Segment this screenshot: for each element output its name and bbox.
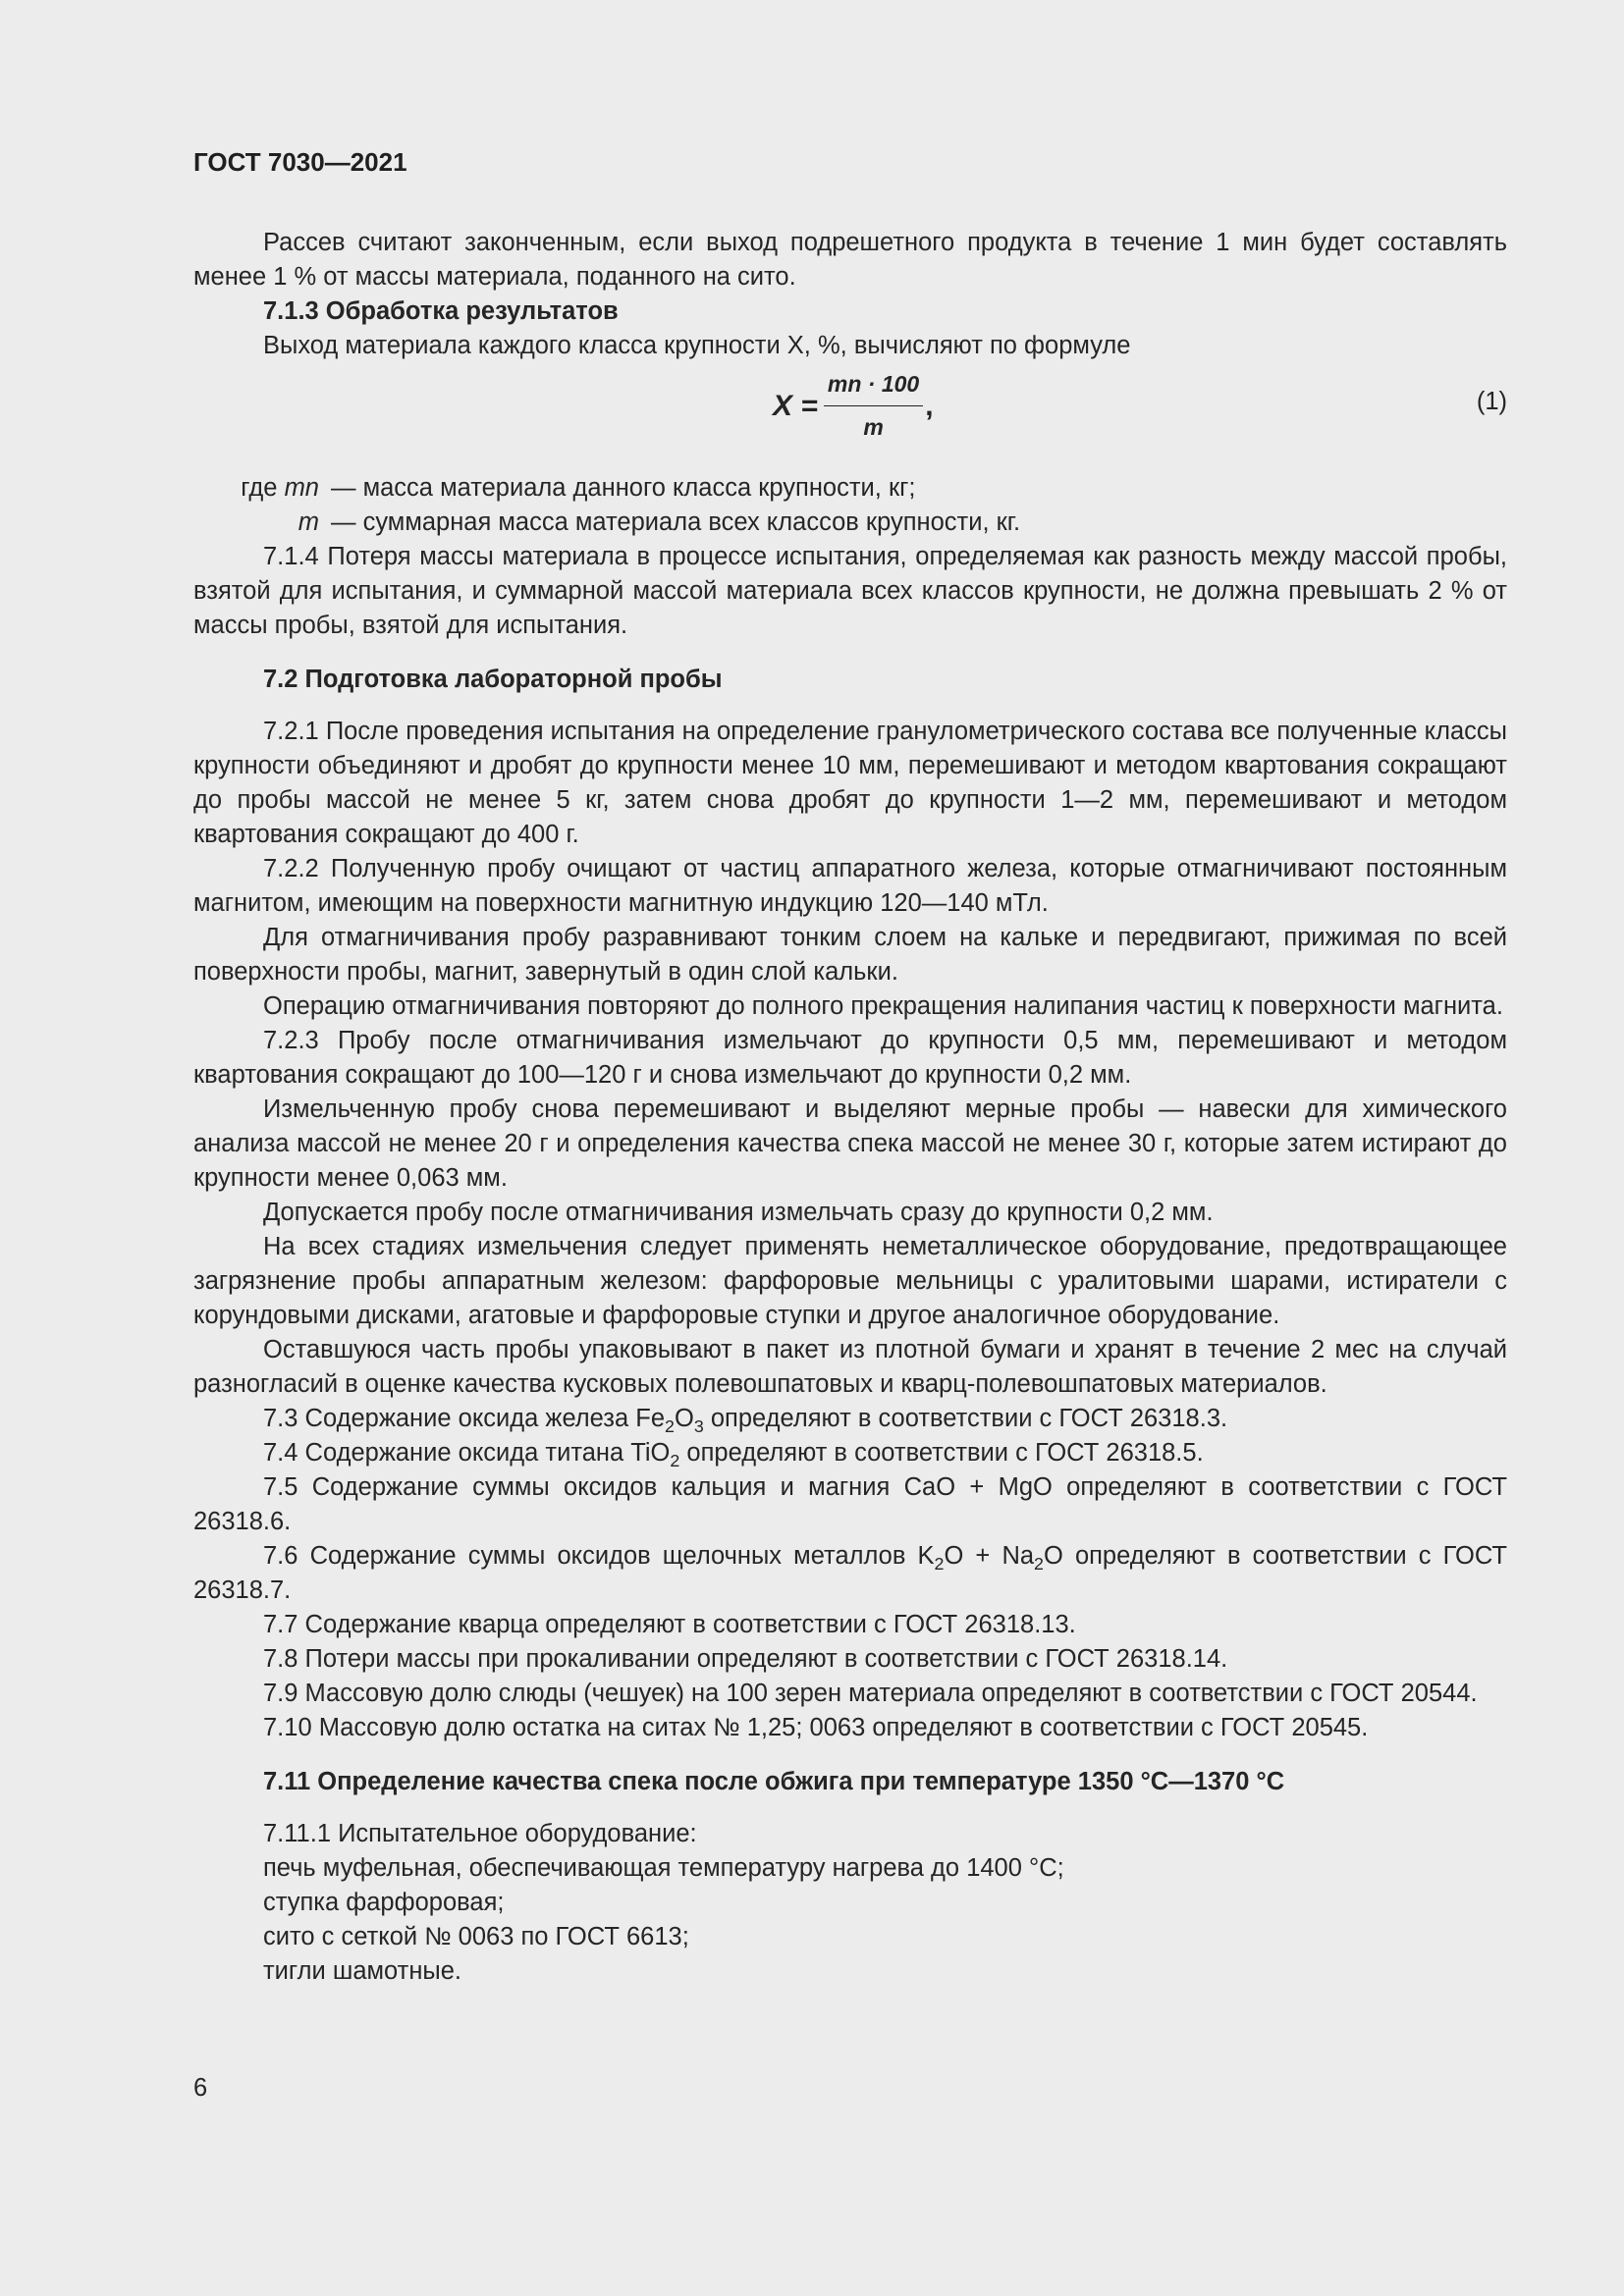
legend-description: — масса материала данного класса крупности, кг; (331, 474, 916, 502)
paragraph: На всех стадиях измельчения следует применять неметаллическое оборудование, предотвращающее загрязнение пробы аппаратным железом: фарфоровые мельницы с уралитовыми шарами, истиратели с корундовыми дисками, агатовые и фарфоровые ступки и другое аналогичное оборудование. (193, 1233, 1507, 1329)
formula-denominator: m (863, 414, 884, 440)
formula-numerator: mn · 100 (824, 367, 923, 406)
list-item: сито с сеткой № 0063 по ГОСТ 6613; (263, 1923, 689, 1950)
equipment-list (193, 1817, 1507, 1989)
paragraph-7-7: 7.7 Содержание кварца определяют в соответствии с ГОСТ 26318.13. (263, 1611, 1076, 1638)
list-item: печь муфельная, обеспечивающая температуру нагрева до 1400 °С; (263, 1854, 1064, 1882)
list-item: ступка фарфоровая; (263, 1889, 505, 1916)
page-number: 6 (193, 2074, 208, 2102)
legend-description: — суммарная масса материала всех классов крупности, кг. (331, 508, 1021, 536)
paragraph-7-8: 7.8 Потери массы при прокаливании определяют в соответствии с ГОСТ 26318.14. (263, 1645, 1228, 1673)
legend-row (193, 471, 1507, 506)
formula-lhs: X = (773, 390, 818, 422)
paragraph-7-6: 7.6 Содержание суммы оксидов щелочных металлов $K_2O + Na_2O$ определяют в соответствии с ГОСТ 26318.7. (193, 1542, 1507, 1604)
section-heading-7-11: 7.11 Определение качества спека после обжига при температуре 1350 °С—1370 °С (263, 1768, 1285, 1795)
legend-symbol: где mn (241, 474, 319, 502)
paragraph: Для отмагничивания пробу разравнивают тонким слоем на кальке и передвигают, прижимая по всей поверхности пробы, магнит, завернутый в один слой кальки. (193, 924, 1507, 986)
legend-row (193, 506, 1507, 540)
paragraph: Выход материала каждого класса крупности X, %, вычисляют по формуле (263, 332, 1131, 359)
section-heading-7-2: 7.2 Подготовка лабораторной пробы (263, 666, 723, 693)
paragraph: 7.2.1 После проведения испытания на определение гранулометрического состава все полученные классы крупности объединяют и дробят до крупности менее 10 мм, перемешивают и методом квартования сокращают до пробы массой не менее 5 кг, затем снова дробят до крупности 1—2 мм, перемешивают и методом квартования сокращают до 400 г. (193, 718, 1507, 848)
paragraph: 7.2.2 Полученную пробу очищают от частиц аппаратного железа, которые отмагничивают постоянным магнитом, имеющим на поверхности магнитную индукцию 120—140 мТл. (193, 855, 1507, 917)
list-item: тигли шамотные. (263, 1957, 462, 1985)
formula-block (193, 367, 1507, 446)
paragraph-7-5: 7.5 Содержание суммы оксидов кальция и магния CaO + MgO определяют в соответствии с ГОСТ 26318.6. (193, 1473, 1507, 1535)
paragraph: Операцию отмагничивания повторяют до полного прекращения налипания частиц к поверхности магнита. (263, 992, 1503, 1020)
formula-number: (1) (1476, 388, 1507, 415)
paragraph: Рассев считают законченным, если выход подрешетного продукта в течение 1 мин будет составлять менее 1 % от массы материала, поданного на сито. (193, 229, 1507, 291)
paragraph: 7.2.3 Пробу после отмагничивания измельчают до крупности 0,5 мм, перемешивают и методом квартования сокращают до 100—120 г и снова измельчают до крупности 0,2 мм. (193, 1027, 1507, 1089)
formula-comma: , (925, 390, 934, 422)
document-header: ГОСТ 7030—2021 (193, 147, 407, 177)
legend-symbol: m (298, 508, 319, 536)
paragraph-7-10: 7.10 Массовую долю остатка на ситах № 1,25; 0063 определяют в соответствии с ГОСТ 20545. (263, 1714, 1369, 1741)
paragraph: Измельченную пробу снова перемешивают и выделяют мерные пробы — навески для химического анализа массой не менее 20 г и определения качества спека массой не менее 30 г, которые затем истирают до крупности менее 0,063 мм. (193, 1095, 1507, 1192)
paragraph: Оставшуюся часть пробы упаковывают в пакет из плотной бумаги и хранят в течение 2 мес на случай разногласий в оценке качества кусковых полевошпатовых и кварц-полевошпатовых материалов. (193, 1336, 1507, 1398)
formula-fraction (824, 367, 923, 445)
paragraph: 7.1.4 Потеря массы материала в процессе испытания, определяемая как разность между массой пробы, взятой для испытания, и суммарной массой материала всех классов крупности, не должна превышать 2 % от массы пробы, взятой для испытания. (193, 543, 1507, 639)
paragraph-7-3: 7.3 Содержание оксида железа $Fe_2O_3$ определяют в соответствии с ГОСТ 26318.3. (263, 1405, 1228, 1437)
document-body (193, 226, 1507, 1989)
formula (773, 367, 934, 445)
paragraph-7-4: 7.4 Содержание оксида титана TiO$_2$ определяют в соответствии с ГОСТ 26318.5. (263, 1439, 1204, 1471)
paragraph-7-9: 7.9 Массовую долю слюды (чешуек) на 100 зерен материала определяют в соответствии с ГОСТ 20544. (263, 1680, 1478, 1707)
paragraph: Допускается пробу после отмагничивания измельчать сразу до крупности 0,2 мм. (263, 1199, 1214, 1226)
variable-legend (193, 471, 1507, 540)
section-heading-7-1-3: 7.1.3 Обработка результатов (263, 297, 619, 325)
list-item: 7.11.1 Испытательное оборудование: (263, 1820, 697, 1847)
